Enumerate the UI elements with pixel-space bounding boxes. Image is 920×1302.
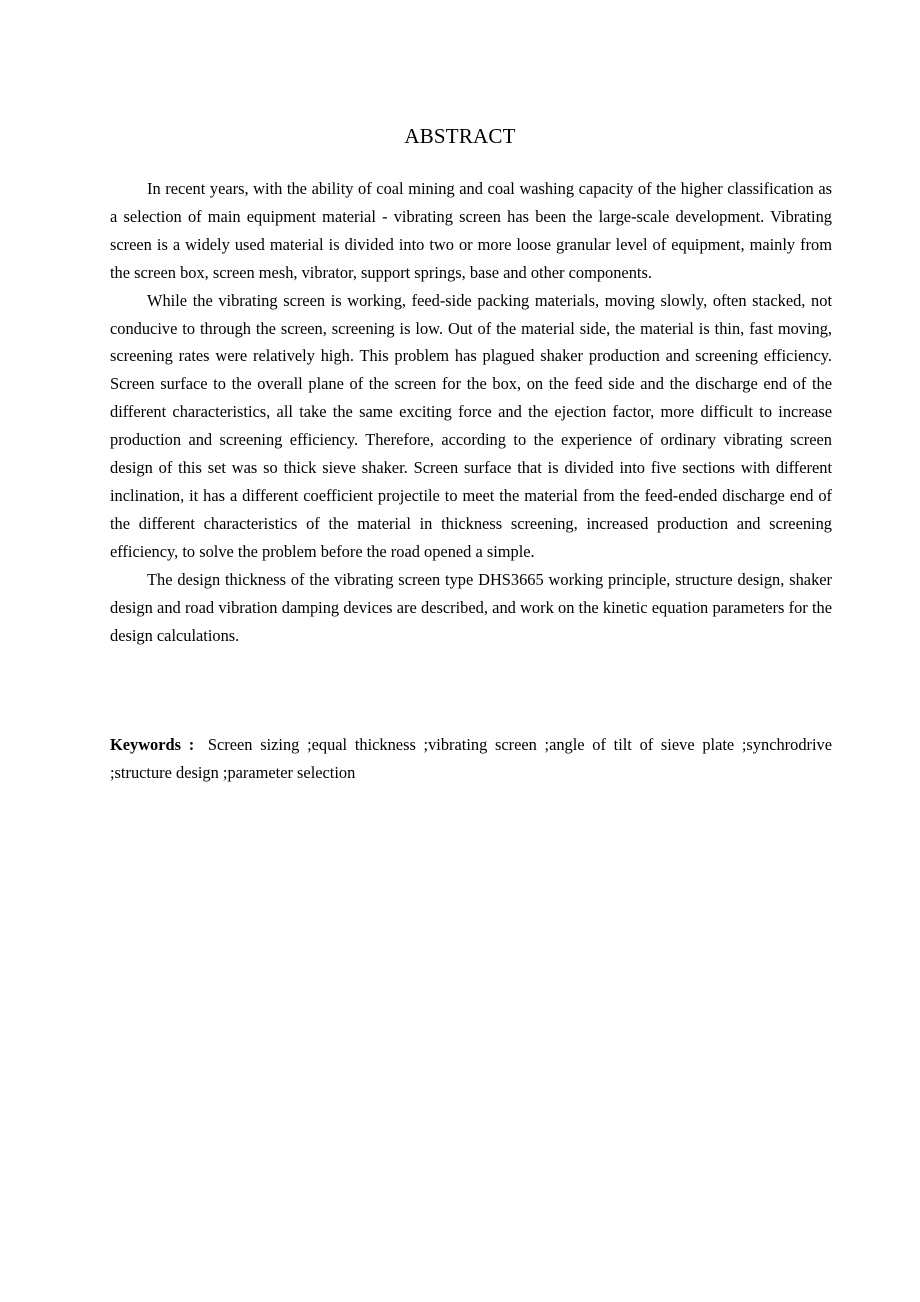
abstract-body xyxy=(110,175,832,649)
keywords-text: Screen sizing ;equal thickness ;vibrating screen ;angle of tilt of sieve plate ;synchrodrive ;structure design ;parameter selection xyxy=(110,735,832,782)
keywords-line xyxy=(110,731,832,787)
abstract-title: ABSTRACT xyxy=(404,124,516,148)
keywords-label: Keywords : xyxy=(110,735,195,754)
abstract-paragraph-1: In recent years, with the ability of coal mining and coal washing capacity of the higher classification as a selection of main equipment material - vibrating screen has been the large-scale development. Vibrating screen is a widely used material is divided into two or more loose granular level of equipment, mainly from the screen box, screen mesh, vibrator, support springs, base and other components. xyxy=(110,179,832,282)
abstract-paragraph-3: The design thickness of the vibrating screen type DHS3665 working principle, structure design, shaker design and road vibration damping devices are described, and work on the kinetic equation parameters for the design calculations. xyxy=(110,569,832,645)
abstract-paragraph-2: While the vibrating screen is working, feed-side packing materials, moving slowly, often stacked, not conducive to through the screen, screening is low. Out of the material side, the material is thin, fast moving, screening rates were relatively high. This problem has plagued shaker production and screening efficiency. Screen surface to the overall plane of the screen for the box, on the feed side and the discharge end of the different characteristics, all take the same exciting force and the ejection factor, more difficult to increase production and screening efficiency. Therefore, according to the experience of ordinary vibrating screen design of this set was so thick sieve shaker. Screen surface that is divided into five sections with different inclination, it has a different coefficient projectile to meet the material from the feed-ended discharge end of the different characteristics of the material in thickness screening, increased production and screening efficiency, to solve the problem before the road opened a simple. xyxy=(110,290,832,561)
